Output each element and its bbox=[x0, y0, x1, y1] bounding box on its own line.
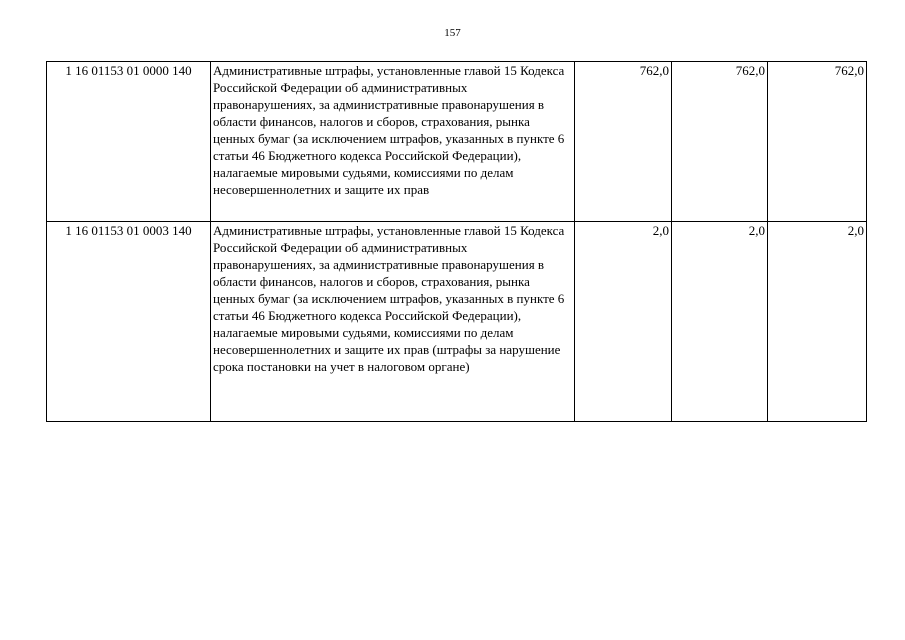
amount-year-1-cell: 762,0 bbox=[575, 62, 672, 222]
revenue-code-cell: 1 16 01153 01 0000 140 bbox=[47, 62, 211, 222]
page-number: 157 bbox=[444, 27, 461, 39]
table-row bbox=[47, 62, 867, 222]
amount-year-2-cell: 2,0 bbox=[672, 222, 768, 422]
table-row bbox=[47, 222, 867, 422]
amount-year-2-cell: 762,0 bbox=[672, 62, 768, 222]
amount-year-3-cell: 762,0 bbox=[768, 62, 867, 222]
amount-year-3-cell: 2,0 bbox=[768, 222, 867, 422]
budget-revenue-table bbox=[46, 61, 867, 422]
revenue-code-cell: 1 16 01153 01 0003 140 bbox=[47, 222, 211, 422]
revenue-description-cell: Административные штрафы, установленные главой 15 Кодекса Российской Федерации об административных правонарушениях, за административные правонарушения в области финансов, налогов и сборов, страхования, рынка ценных бумаг (за исключением штрафов, указанных в пункте 6 статьи 46 Бюджетного кодекса Российской Федерации), налагаемые мировыми судьями, комиссиями по делам несовершеннолетних и защите их прав bbox=[211, 62, 575, 222]
revenue-description-cell: Административные штрафы, установленные главой 15 Кодекса Российской Федерации об административных правонарушениях, за административные правонарушения в области финансов, налогов и сборов, страхования, рынка ценных бумаг (за исключением штрафов, указанных в пункте 6 статьи 46 Бюджетного кодекса Российской Федерации), налагаемые мировыми судьями, комиссиями по делам несовершеннолетних и защите их прав (штрафы за нарушение срока постановки на учет в налоговом органе) bbox=[211, 222, 575, 422]
amount-year-1-cell: 2,0 bbox=[575, 222, 672, 422]
